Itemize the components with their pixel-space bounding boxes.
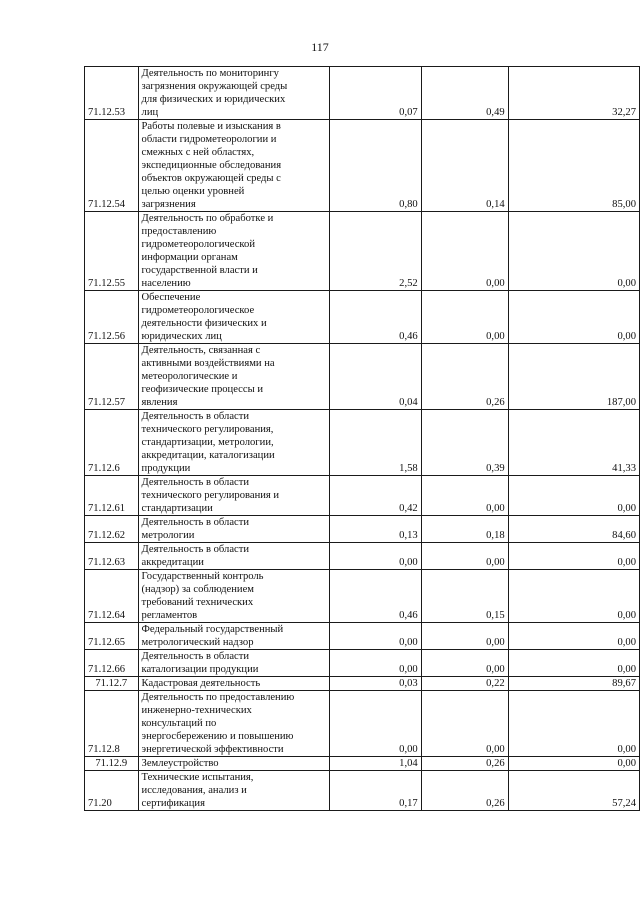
value-cell-v1: 0,00 (329, 543, 421, 570)
activity-name-line: Деятельность по предоставлению (141, 692, 295, 703)
activity-name-line: загрязнения (141, 199, 196, 210)
activity-name (138, 410, 329, 476)
value-cell-v1: 0,00 (329, 691, 421, 757)
activity-code: 71.12.53 (85, 67, 139, 120)
activity-name-line: гидрометеорологическое (141, 305, 255, 316)
activity-name-line: населению (141, 278, 191, 289)
table-row (85, 757, 640, 771)
value-cell-v2: 0,26 (421, 344, 508, 410)
table-row (85, 543, 640, 570)
value-cell-v3: 0,00 (508, 543, 639, 570)
value-cell-v3: 57,24 (508, 771, 639, 811)
table-row (85, 516, 640, 543)
table-row (85, 212, 640, 291)
value-cell-v2: 0,39 (421, 410, 508, 476)
activity-name-line: технического регулирования и (141, 490, 280, 501)
activity-name-line: Землеустройство (141, 758, 219, 769)
activity-name-line: лиц (141, 107, 159, 118)
table-row (85, 677, 640, 691)
value-cell-v2: 0,00 (421, 212, 508, 291)
activity-name-line: аккредитации (141, 557, 204, 568)
value-cell-v1: 1,04 (329, 757, 421, 771)
activity-name (138, 623, 329, 650)
activity-name-line: требований технических (141, 597, 254, 608)
value-cell-v2: 0,22 (421, 677, 508, 691)
value-cell-v2: 0,00 (421, 476, 508, 516)
activity-code: 71.12.65 (85, 623, 139, 650)
activity-name-line: активными воздействиями на (141, 358, 275, 369)
activity-name-line: области гидрометеорологии и (141, 134, 277, 145)
value-cell-v3: 0,00 (508, 570, 639, 623)
activity-code: 71.12.56 (85, 291, 139, 344)
activity-name-line: технического регулирования, (141, 424, 274, 435)
activity-code: 71.12.62 (85, 516, 139, 543)
activity-name-line: регламентов (141, 610, 198, 621)
value-cell-v3: 0,00 (508, 212, 639, 291)
value-cell-v2: 0,00 (421, 291, 508, 344)
activity-code: 71.12.54 (85, 120, 139, 212)
value-cell-v2: 0,00 (421, 691, 508, 757)
data-table (84, 66, 640, 811)
value-cell-v3: 0,00 (508, 623, 639, 650)
activity-name-line: метеорологические и (141, 371, 238, 382)
activity-code: 71.12.64 (85, 570, 139, 623)
value-cell-v1: 0,00 (329, 623, 421, 650)
activity-name (138, 570, 329, 623)
table-row (85, 344, 640, 410)
activity-name-line: Деятельность в области (141, 411, 250, 422)
value-cell-v2: 0,14 (421, 120, 508, 212)
activity-name (138, 543, 329, 570)
table-row (85, 120, 640, 212)
activity-name-line: Деятельность в области (141, 651, 250, 662)
value-cell-v1: 0,00 (329, 650, 421, 677)
table-row (85, 67, 640, 120)
value-cell-v2: 0,49 (421, 67, 508, 120)
page-number: 117 (311, 40, 329, 54)
activity-name (138, 691, 329, 757)
value-cell-v1: 0,42 (329, 476, 421, 516)
activity-name-line: целью оценки уровней (141, 186, 245, 197)
activity-name (138, 757, 329, 771)
activity-name-line: геофизические процессы и (141, 384, 264, 395)
table-row (85, 771, 640, 811)
value-cell-v1: 0,46 (329, 570, 421, 623)
activity-code: 71.12.7 (85, 677, 139, 691)
activity-name-line: Государственный контроль (141, 571, 264, 582)
activity-name (138, 67, 329, 120)
activity-name-line: инженерно-технических (141, 705, 252, 716)
activity-name-line: экспедиционные обследования (141, 160, 282, 171)
activity-name-line: предоставлению (141, 226, 217, 237)
value-cell-v1: 0,80 (329, 120, 421, 212)
value-cell-v2: 0,26 (421, 771, 508, 811)
value-cell-v3: 32,27 (508, 67, 639, 120)
table-row (85, 623, 640, 650)
activity-name-line: сертификация (141, 798, 205, 809)
activity-name-line: Кадастровая деятельность (141, 678, 261, 689)
value-cell-v2: 0,15 (421, 570, 508, 623)
value-cell-v1: 0,07 (329, 67, 421, 120)
activity-name (138, 344, 329, 410)
activity-name-line: метрологии (141, 530, 195, 541)
table-row (85, 410, 640, 476)
activity-code: 71.12.55 (85, 212, 139, 291)
activity-code: 71.12.66 (85, 650, 139, 677)
activity-name-line: деятельности физических и (141, 318, 267, 329)
value-cell-v3: 0,00 (508, 757, 639, 771)
activity-name (138, 771, 329, 811)
activity-name-line: Деятельность в области (141, 517, 250, 528)
table-row (85, 476, 640, 516)
activity-code: 71.12.8 (85, 691, 139, 757)
activity-name-line: смежных с ней областях, (141, 147, 255, 158)
activity-code: 71.12.6 (85, 410, 139, 476)
activity-name-line: Обеспечение (141, 292, 201, 303)
table-row (85, 291, 640, 344)
value-cell-v3: 0,00 (508, 691, 639, 757)
activity-code: 71.12.61 (85, 476, 139, 516)
activity-name-line: энергосбережению и повышению (141, 731, 294, 742)
value-cell-v3: 89,67 (508, 677, 639, 691)
value-cell-v3: 0,00 (508, 650, 639, 677)
activity-name-line: гидрометеорологической (141, 239, 255, 250)
value-cell-v1: 0,03 (329, 677, 421, 691)
activity-code: 71.12.57 (85, 344, 139, 410)
activity-name-line: стандартизации (141, 503, 213, 514)
activity-name-line: Деятельность по обработке и (141, 213, 274, 224)
table-row (85, 570, 640, 623)
activity-name-line: консультаций по (141, 718, 217, 729)
value-cell-v1: 0,04 (329, 344, 421, 410)
activity-name-line: стандартизации, метрологии, (141, 437, 274, 448)
activity-name-line: загрязнения окружающей среды (141, 81, 288, 92)
activity-name-line: явления (141, 397, 178, 408)
activity-name-line: Деятельность в области (141, 477, 250, 488)
activity-name (138, 476, 329, 516)
activity-name-line: государственной власти и (141, 265, 258, 276)
value-cell-v2: 0,00 (421, 650, 508, 677)
value-cell-v1: 0,17 (329, 771, 421, 811)
activity-name-line: Технические испытания, (141, 772, 254, 783)
activity-name-line: информации органам (141, 252, 238, 263)
activity-name (138, 120, 329, 212)
activity-name (138, 677, 329, 691)
activity-name (138, 650, 329, 677)
activity-name-line: для физических и юридических (141, 94, 286, 105)
activity-name-line: юридических лиц (141, 331, 222, 342)
value-cell-v2: 0,00 (421, 623, 508, 650)
table-row (85, 650, 640, 677)
activity-code: 71.12.9 (85, 757, 139, 771)
value-cell-v3: 0,00 (508, 291, 639, 344)
activity-name-line: Деятельность по мониторингу (141, 68, 279, 79)
activity-name-line: аккредитации, каталогизации (141, 450, 275, 461)
activity-name-line: продукции (141, 463, 191, 474)
value-cell-v2: 0,18 (421, 516, 508, 543)
table-row (85, 691, 640, 757)
activity-name-line: Деятельность в области (141, 544, 250, 555)
activity-name-line: энергетической эффективности (141, 744, 284, 755)
activity-name-line: Деятельность, связанная с (141, 345, 261, 356)
activity-name-line: Работы полевые и изыскания в (141, 121, 281, 132)
value-cell-v1: 0,13 (329, 516, 421, 543)
activity-name (138, 291, 329, 344)
activity-name (138, 516, 329, 543)
activity-code: 71.20 (85, 771, 139, 811)
value-cell-v3: 84,60 (508, 516, 639, 543)
value-cell-v1: 0,46 (329, 291, 421, 344)
activity-name (138, 212, 329, 291)
value-cell-v1: 2,52 (329, 212, 421, 291)
value-cell-v3: 0,00 (508, 476, 639, 516)
value-cell-v3: 41,33 (508, 410, 639, 476)
value-cell-v3: 187,00 (508, 344, 639, 410)
activity-name-line: Федеральный государственный (141, 624, 284, 635)
activity-name-line: исследования, анализ и (141, 785, 247, 796)
value-cell-v2: 0,26 (421, 757, 508, 771)
activity-name-line: метрологический надзор (141, 637, 254, 648)
activity-code: 71.12.63 (85, 543, 139, 570)
table-body (85, 67, 640, 811)
value-cell-v1: 1,58 (329, 410, 421, 476)
value-cell-v3: 85,00 (508, 120, 639, 212)
value-cell-v2: 0,00 (421, 543, 508, 570)
activity-name-line: каталогизации продукции (141, 664, 259, 675)
activity-name-line: объектов окружающей среды с (141, 173, 281, 184)
activity-name-line: (надзор) за соблюдением (141, 584, 255, 595)
